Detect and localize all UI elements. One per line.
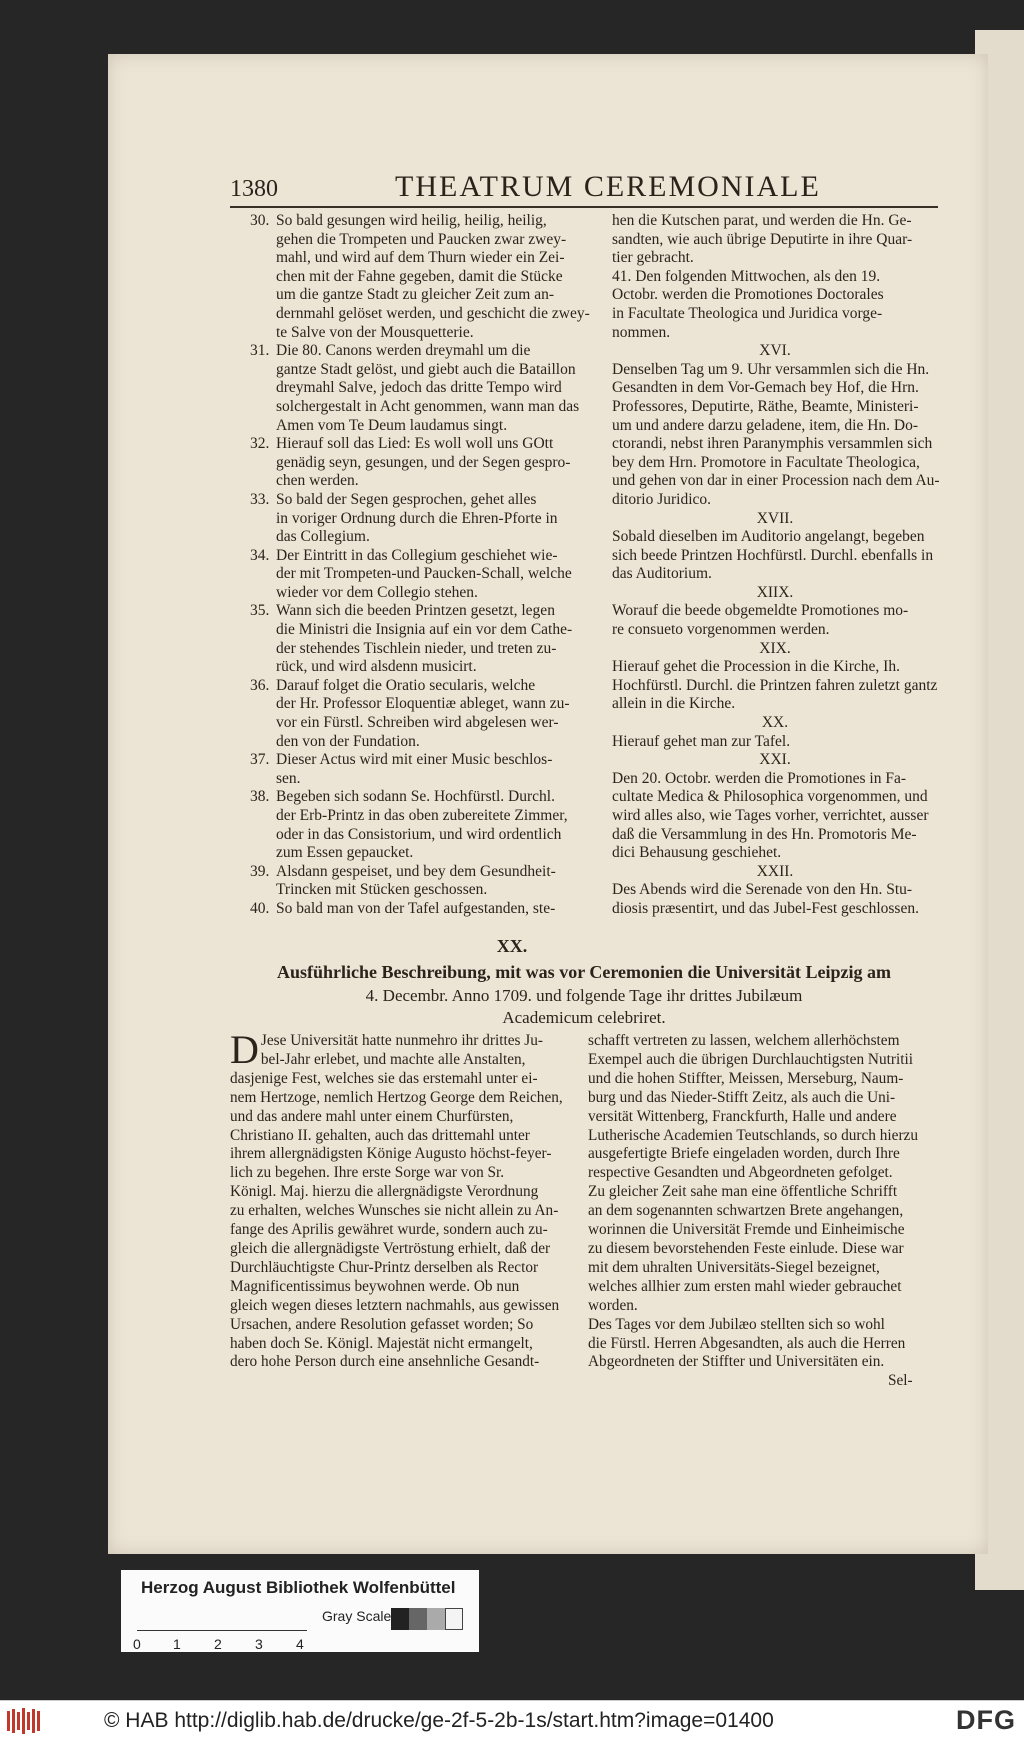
line-text: der mit Trompeten-und Paucken-Schall, welche [276,565,572,583]
line-text: Trincken mit Stücken geschossen. [276,881,488,899]
page-title: THEATRUM CEREMONIALE [395,170,821,203]
line-text: Die 80. Canons werden dreymahl um die [276,342,531,360]
line-text: der stehendes Tischlein nieder, und treten zu- [276,639,557,657]
body-line: Des Tages vor dem Jubilæo stellten sich so wohl [588,1315,885,1333]
left-column-line [250,249,580,268]
section-title-line-1: Ausführliche Beschreibung, mit was vor Ceremonien die Universität Leipzig am [277,962,891,982]
body-left-column [230,1027,572,1372]
subsection-numeral: XIX. [759,639,791,657]
body-line: Jese Universität hatte nunmehro ihr drittes Ju- [260,1032,543,1049]
right-column-line: bey dem Hrn. Promotore in Facultate Theologica, [612,453,920,471]
line-text: Amen vom Te Deum laudamus singt. [276,416,508,434]
catchword: Sel- [888,1372,913,1389]
left-column-line [250,398,580,417]
right-column-line: re consueto vorgenommen werden. [612,621,830,639]
line-text: mahl, und wird auf dem Thurn wieder ein Zei- [276,249,565,267]
left-column-line [250,826,580,845]
line-text: gehen die Trompeten und Paucken zwar zwey- [276,230,567,248]
line-text: sen. [276,769,301,787]
body-line: versität Wittenberg, Franckfurth, Halle und andere [588,1107,897,1125]
right-column-line: nommen. [612,323,671,341]
footer-bar [0,1700,1024,1740]
line-text: dreymahl Salve, jedoch das dritte Tempo wird [276,379,562,397]
drop-initial: D [230,1027,259,1072]
left-column-line [250,379,580,398]
right-column-line: Octobr. werden die Promotiones Doctorales [612,286,884,304]
right-column-line: ctorandi, nebst ihren Paranymphis versammlen sich [612,435,933,453]
line-text: dernmahl gelöset werden, und geschicht die zwey- [276,304,590,322]
right-column-line: sandten, wie auch übrige Deputirte in ihre Quar- [612,230,913,248]
right-column [612,212,938,919]
body-line: Zu gleicher Zeit sahe man eine öffentliche Schrifft [588,1183,898,1201]
line-text: oder in das Consistorium, und wird ordentlich [276,825,562,843]
running-header [230,170,930,206]
left-column-line [250,733,580,752]
left-column-line [250,788,580,807]
item-number: 34. [250,546,270,564]
right-column-line: diosis præsentirt, und das Jubel-Fest geschlossen. [612,899,919,917]
gray-swatch [427,1608,445,1630]
left-column-line [250,528,580,547]
body-line: ausgefertigte Briefe eingeladen worden, durch Ihre [588,1145,900,1163]
left-column-line [250,677,580,696]
body-line: fange des Aprilis gewähret wurde, sondern auch zu- [230,1221,548,1239]
item-number: 37. [250,751,270,769]
gray-swatch [409,1608,427,1630]
line-text: wieder vor dem Collegio stehen. [276,583,478,601]
line-text: Hierauf soll das Lied: Es woll woll uns GOtt [276,435,554,453]
body-line: die Fürstl. Herren Abgesandten, als auch die Herren [588,1334,906,1352]
line-text: der Hr. Professor Eloquentiæ ableget, wann zu- [276,695,570,713]
body-line: Magnificentissimus beywohnen werde. Ob nun [230,1277,520,1295]
left-column-line [250,658,580,677]
body-line: und die hohen Stiffter, Meissen, Merseburg, Naum- [588,1069,904,1087]
body-line: bel-Jahr erlebet, und machte alle Anstalten, [260,1050,526,1068]
right-column-line: sich beede Printzen Hochfürstl. Durchl. ebenfalls in [612,546,934,564]
right-column-line: Denselben Tag um 9. Uhr versammlen sich die Hn. [612,360,930,378]
body-line: haben doch Se. Königl. Majestät nicht ermangelt, [230,1334,533,1352]
line-text: gantze Stadt gelöst, und giebt auch die Bataillon [276,360,576,378]
right-column-line: und gehen von dar in einer Procession nach dem Au- [612,472,940,490]
body-line: Christiano II. gehalten, auch das drittemahl unter [230,1126,530,1144]
hab-logo-icon [6,1707,46,1739]
header-rule [230,206,938,208]
left-column-line [250,268,580,287]
left-column-line [250,714,580,733]
ruler-scale [133,1606,307,1652]
left-column-line [250,231,580,250]
item-number: 39. [250,862,270,880]
body-line: respective Gesandten und Abgeordneten gefolget. [588,1164,893,1182]
line-text: der Erb-Printz in das oben zubereitete Zimmer, [276,807,568,824]
line-text: Begeben sich sodann Se. Hochfürstl. Durchl. [276,788,555,806]
section-number: XX. [496,936,528,956]
body-line: zu diesem bevorstehenden Feste einlude. Diese war [588,1239,904,1257]
right-column-line: Professores, Deputirte, Räthe, Beamte, Ministeri- [612,397,919,415]
left-column-line [250,695,580,714]
line-text: So bald gesungen wird heilig, heilig, heilig, [276,212,547,229]
left-column-line [250,640,580,659]
gray-scale-label: Gray Scale [322,1608,392,1624]
ruler-tick-label: 0 [133,1636,141,1652]
left-column-line [250,807,580,826]
body-line: dasjenige Fest, welches sie das erstemahl unter ei- [230,1069,538,1087]
left-column-line [250,584,580,603]
section-title-line-3: Academicum celebriret. [502,1008,666,1027]
body-line: worden. [588,1296,638,1314]
item-number: 31. [250,342,270,360]
library-name: Herzog August Bibliothek Wolfenbüttel [141,1578,456,1597]
subsection-numeral: XVI. [759,342,791,360]
body-line: gleich die allergnädigste Vertröstung erhielt, daß der [230,1239,551,1257]
body-line: Durchläuchtigste Chur-Printz derselben als Rector [230,1258,539,1276]
item-number: 33. [250,490,270,508]
left-column-line [250,435,580,454]
right-column-line: Gesandten in dem Vor-Gemach bey Hof, die Hrn. [612,379,919,397]
right-column-line: Sobald dieselben im Auditorio angelangt, begeben [612,528,925,546]
body-line: worinnen die Universität Fremde und Einheimische [588,1221,905,1239]
body-line: Exempel auch die übrigen Durchlauchtigsten Nutritii [588,1050,913,1068]
body-line: und das andere mahl unter einem Churfürsten, [230,1107,514,1125]
body-line: burg und das Nieder-Stifft Zeitz, als auch die Uni- [588,1088,896,1106]
body-line: lich zu begehen. Ihre erste Sorge war von Sr. [230,1164,505,1182]
left-column-line [250,751,580,770]
body-line: dero hohe Person durch eine ansehnliche Gesandt- [230,1353,540,1371]
gray-swatch [445,1608,463,1630]
body-line: Abgeordneten der Stiffter und Universitäten ein. [588,1353,885,1371]
ruler-tick-label: 1 [173,1636,181,1652]
line-text: in voriger Ordnung durch die Ehren-Pforte in [276,509,558,527]
line-text: chen mit der Fahne gegeben, damit die Stücke [276,267,563,285]
right-column-line: Den 20. Octobr. werden die Promotiones in Fa- [612,769,907,787]
item-number: 40. [250,899,270,917]
left-column-line [250,900,580,919]
line-text: die Ministri die Insignia auf ein vor dem Cathe- [276,621,573,639]
item-number: 32. [250,435,270,453]
line-text: zum Essen gepaucket. [276,844,414,862]
line-text: Alsdann gespeiset, und bey dem Gesundheit- [276,862,556,880]
line-text: genädig seyn, gesungen, und der Segen gespro- [276,453,571,471]
item-number: 36. [250,676,270,694]
left-column-line [250,510,580,529]
right-column-line: Worauf die beede obgemeldte Promotiones mo- [612,602,909,620]
left-column-line [250,491,580,510]
left-column-line [250,472,580,491]
right-column-line: cultate Medica & Philosophica vorgenommen, und [612,788,928,806]
right-column-line: ditorio Juridico. [612,490,712,508]
line-text: Dieser Actus wird mit einer Music beschlos- [276,751,553,769]
page-number: 1380 [230,176,278,202]
right-column-line: das Auditorium. [612,565,712,583]
item-number: 35. [250,602,270,620]
right-column-line: Hierauf gehet die Procession in die Kirche, Ih. [612,658,900,676]
right-column-line: in Facultate Theologica und Juridica vorge- [612,304,883,322]
body-right-column [588,1032,938,1372]
dfg-logo: DFG [956,1705,1016,1735]
body-line: schafft vertreten zu lassen, welchem allerhöchstem [588,1032,900,1049]
line-text: Der Eintritt in das Collegium geschiehet wie- [276,546,558,564]
line-text: um die gantze Stadt zu gleicher Zeit zum an- [276,286,555,304]
body-line: Lutherische Academien Teutschlands, so durch hierzu [588,1126,918,1144]
line-text: So bald der Segen gesprochen, gehet alles [276,490,537,508]
body-line: zu erhalten, welches Wunsches sie nicht allein zu An- [230,1202,559,1220]
left-column-line [250,324,580,343]
right-column-line: tier gebracht. [612,249,694,267]
body-line: welches allhier zum ersten mahl wieder gebrauchet [588,1277,902,1295]
line-text: rück, und wird alsdenn musicirt. [276,658,477,676]
body-line: mit dem uhralten Universitäts-Siegel bezeignet, [588,1258,880,1276]
item-number: 38. [250,788,270,806]
left-column-line [250,361,580,380]
subsection-numeral: XVII. [756,509,794,527]
right-column-line: 41. Den folgenden Mittwochen, als den 19. [612,267,881,285]
subsection-numeral: XX. [761,714,789,732]
right-column-line: allein in die Kirche. [612,695,736,713]
subsection-numeral: XXII. [756,862,794,880]
left-column [250,212,590,919]
line-text: solchergestalt in Acht genommen, wann man das [276,397,580,415]
left-column-line [250,881,580,900]
line-text: Darauf folget die Oratio secularis, welche [276,676,536,694]
right-column-line: dici Behausung geschiehet. [612,844,782,862]
subsection-numeral: XIIX. [756,583,794,601]
left-column-line [250,602,580,621]
left-column-line [250,417,580,436]
line-text: So bald man von der Tafel aufgestanden, ste- [276,899,556,917]
left-column-line [250,770,580,789]
body-line: gleich wegen dieses letztern nachmahls, aus gewissen [230,1296,560,1314]
left-column-line [250,863,580,882]
body-line: an dem sogenannten schwartzen Brete angehangen, [588,1202,904,1220]
left-column-line [250,304,590,324]
right-column-line: hen die Kutschen parat, und werden die Hn. Ge- [612,212,912,229]
source-url[interactable]: © HAB http://diglib.hab.de/drucke/ge-2f-5-2b-1s/start.htm?image=01400 [104,1709,774,1732]
left-column-line [250,342,580,361]
right-column-line: daß die Versammlung in des Hn. Promotoris Me- [612,825,917,843]
left-column-line [250,621,580,640]
subsection-numeral: XXI. [759,751,791,769]
ruler-tick-label: 3 [255,1636,263,1652]
right-column-line: Hochfürstl. Durchl. die Printzen fahren zuletzt gantz [612,676,938,694]
left-column-line [250,547,580,566]
left-column-line [250,454,580,473]
body-line: nem Hertzoge, nemlich Hertzog George dem Reichen, [230,1088,563,1106]
library-color-card [121,1570,479,1652]
item-number: 30. [250,212,270,229]
right-column-line: um und andere darzu geladene, item, die Hn. Do- [612,416,919,434]
left-column-line [250,565,580,584]
right-column-line: Hierauf gehet man zur Tafel. [612,732,791,750]
ruler-tick-label: 4 [296,1636,304,1652]
right-column-line: wird alles also, wie Tages vorher, verrichtet, ausser [612,807,929,824]
body-line: ihrem allergnädigsten Könige Augusto höchst-feyer- [230,1145,552,1163]
line-text: chen werden. [276,472,359,490]
line-text: Wann sich die beeden Printzen gesetzt, legen [276,602,555,620]
ruler-tick-label: 2 [214,1636,222,1652]
right-column-line: Des Abends wird die Serenade von den Hn. Stu- [612,881,913,899]
body-line: Ursachen, andere Resolution gefasset worden; So [230,1315,534,1333]
left-column-line [250,844,580,863]
section-title-line-2: 4. Decembr. Anno 1709. und folgende Tage ihr drittes Jubilæum [365,986,803,1005]
line-text: das Collegium. [276,528,370,546]
left-column-line [250,212,580,231]
line-text: den von der Fundation. [276,732,420,750]
gray-swatch [391,1608,409,1630]
left-column-line [250,286,580,305]
line-text: vor ein Fürstl. Schreiben wird abgelesen wer- [276,714,559,732]
line-text: te Salve von der Mousquetterie. [276,323,474,341]
body-line: Königl. Maj. hierzu die allergnädigste Verordnung [230,1183,539,1201]
